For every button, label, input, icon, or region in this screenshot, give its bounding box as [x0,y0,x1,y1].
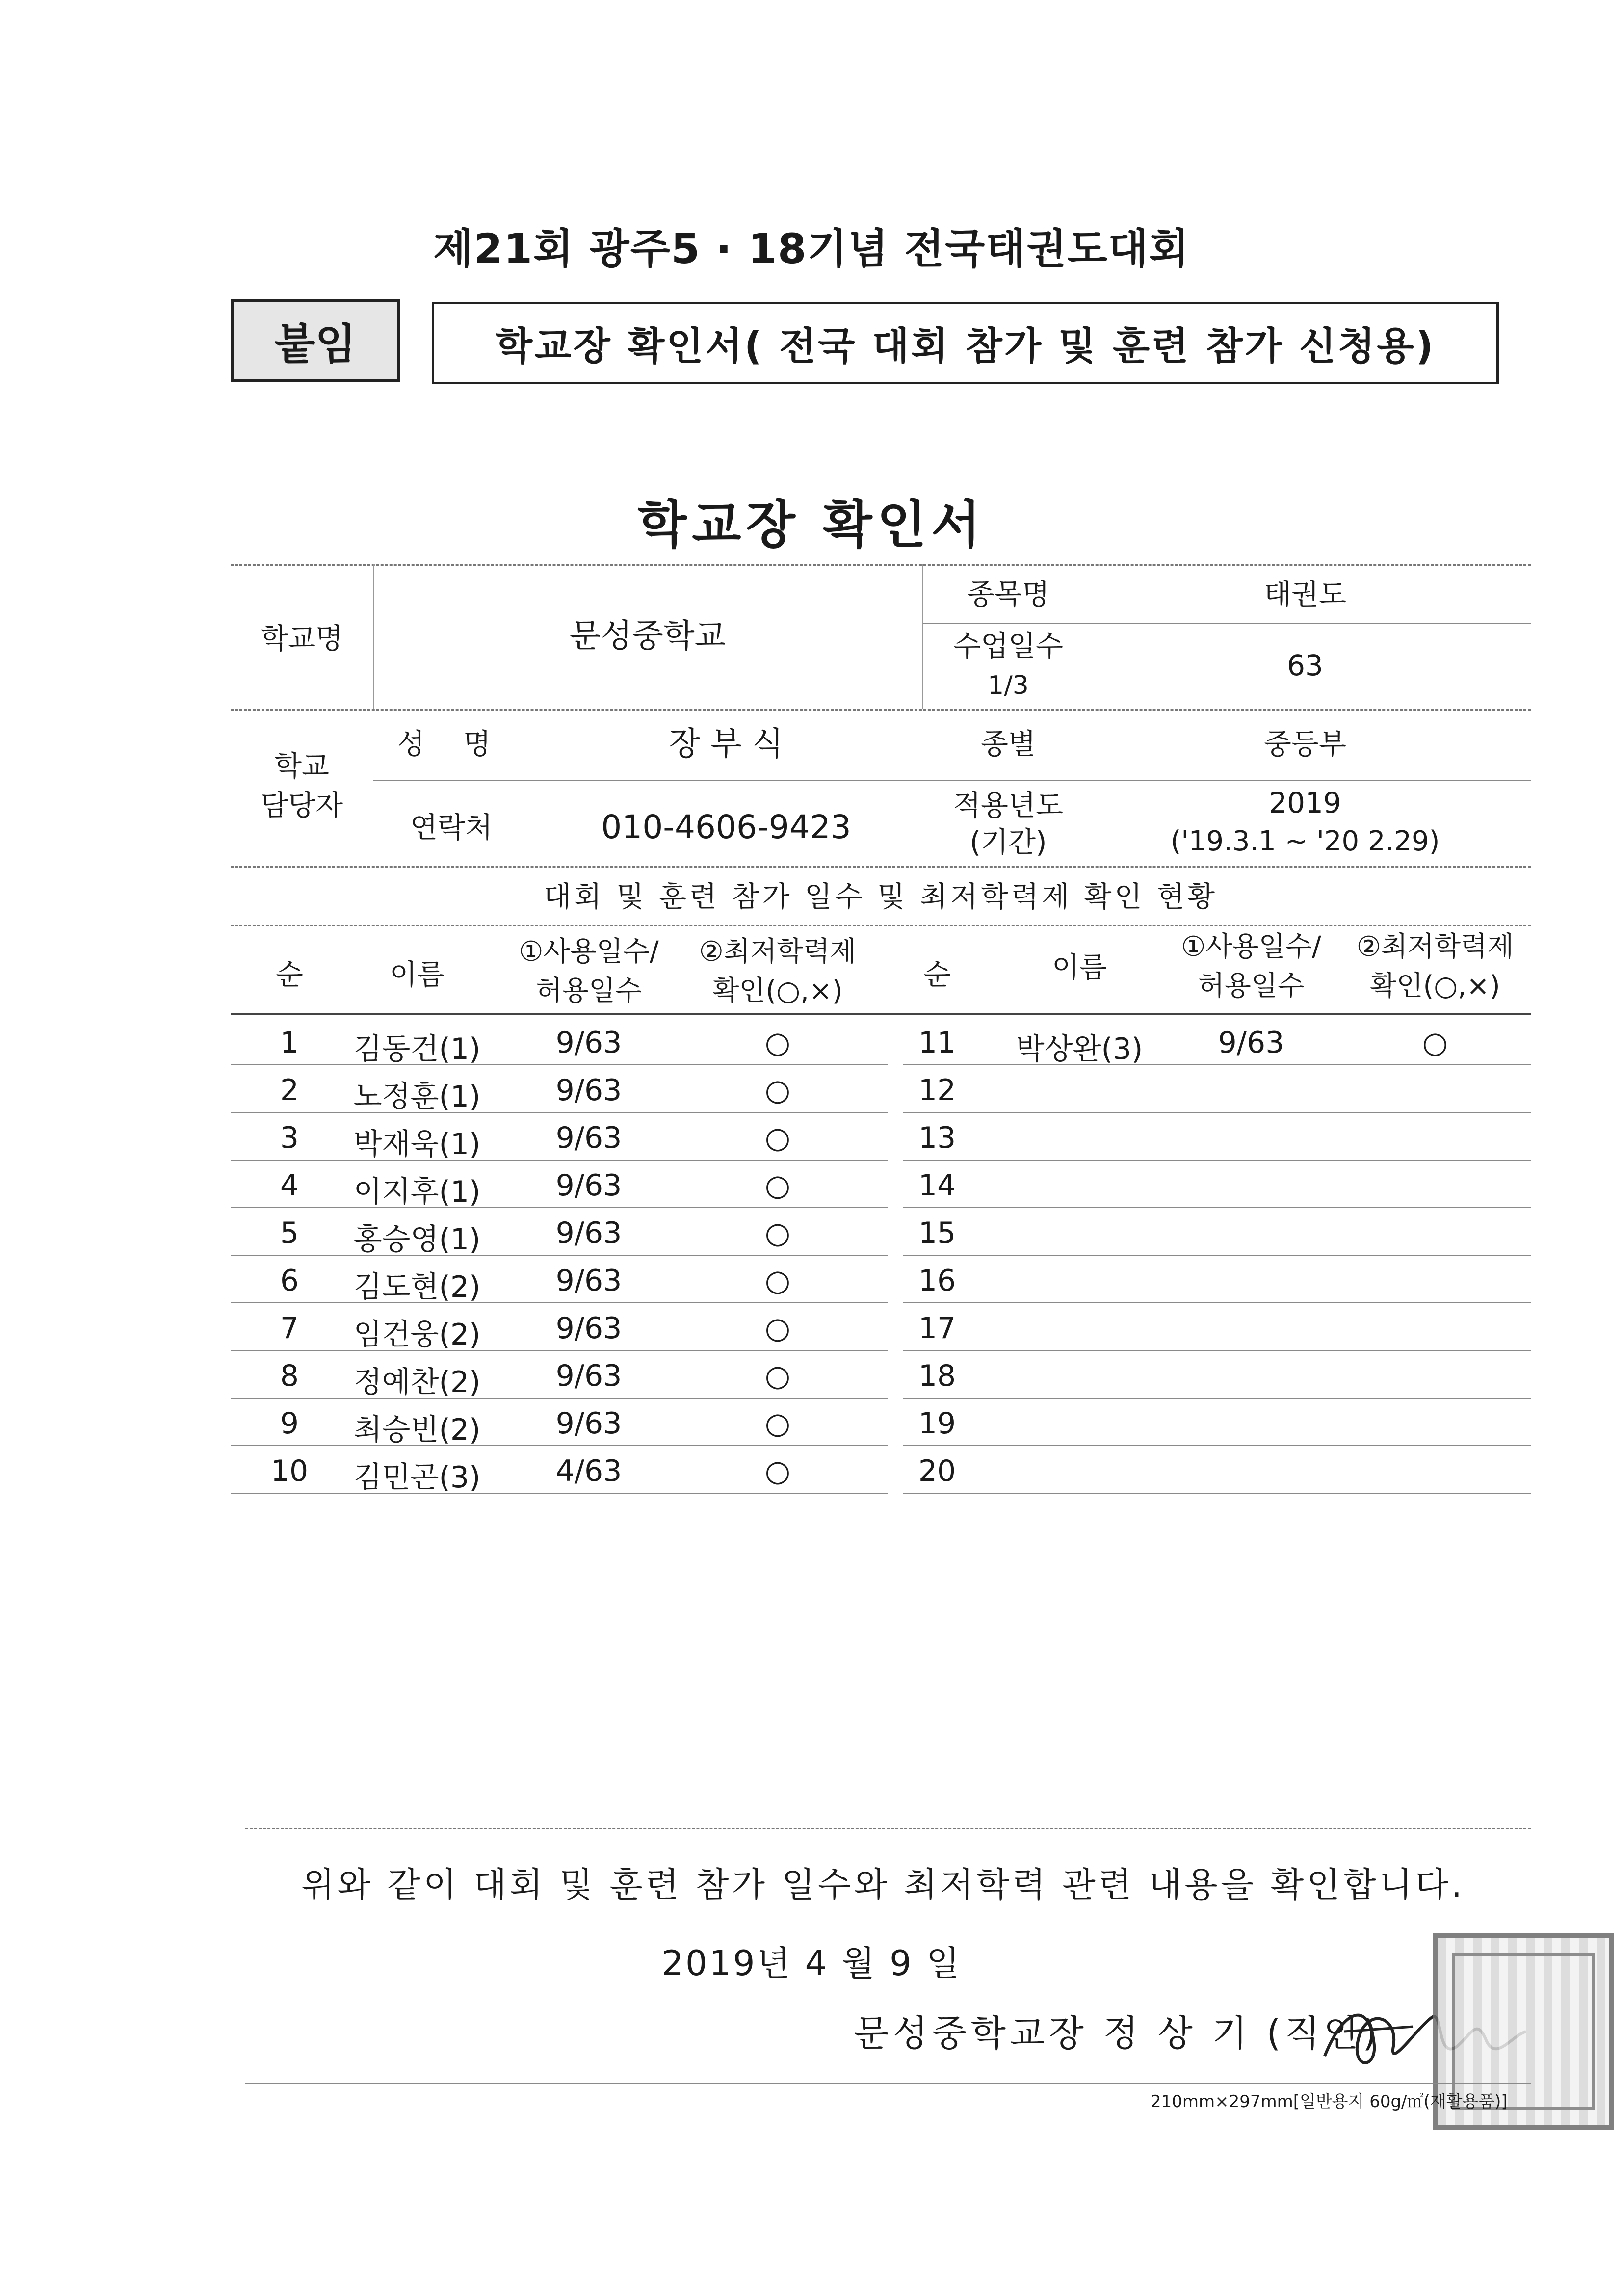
roster-no: 18 [918,1359,956,1393]
header-name: 이름 [1051,950,1107,984]
roster-no: 14 [918,1168,956,1203]
roster-days: 9/63 [1218,1026,1284,1060]
person-name-label: 성 명 [397,727,506,761]
info-top-line [231,564,1531,566]
roster-days: 9/63 [555,1216,622,1250]
roster-no: 4 [280,1168,299,1203]
table-header-line [231,1013,1531,1015]
roster-days: 9/63 [555,1168,622,1203]
roster-name: 홍승영(1) [353,1222,481,1257]
period-label: 적용년도 [953,789,1064,822]
division-label: 종별 [980,727,1036,761]
row-divider [231,1302,888,1303]
row-divider [231,1207,888,1208]
period-label-sub: (기간) [969,825,1047,859]
class-days-value: 63 [1287,649,1323,682]
header-no: 순 [275,958,304,991]
roster-check: ○ [764,1216,791,1250]
school-name-label: 학교명 [260,622,343,655]
header-days-sub: 허용일수 [1198,970,1305,1002]
roster-name: 김민곤(3) [353,1460,481,1495]
roster-no: 19 [918,1406,956,1441]
roster-days: 9/63 [555,1311,622,1346]
header-check: ②최저학력제 [699,936,857,968]
issue-date: 2019년 4 월 9 일 [661,1943,962,1983]
roster-name: 김동건(1) [353,1032,481,1066]
roster-no: 20 [918,1454,956,1488]
roster-name: 노정훈(1) [353,1080,481,1114]
roster-days: 4/63 [555,1454,622,1488]
roster-no: 10 [270,1454,309,1488]
row-divider [903,1160,1531,1161]
row-divider [231,1112,888,1113]
contact-label: 연락처 [410,811,493,844]
roster-no: 16 [918,1264,956,1298]
paper-spec: 210mm×297mm[일반용지 60g/㎡(재활용품)] [1151,2092,1508,2111]
row-divider [903,1350,1531,1351]
roster-no: 11 [918,1026,956,1060]
attachment-label: 붙임 [231,299,400,382]
roster-check: ○ [764,1454,791,1488]
header-check: ②최저학력제 [1356,931,1514,963]
row-divider [903,1255,1531,1256]
roster-days: 9/63 [555,1121,622,1155]
roster-check: ○ [764,1406,791,1441]
row-divider [903,1112,1531,1113]
subject-title: 학교장 확인서( 전국 대회 참가 및 훈련 참가 신청용) [432,302,1499,384]
row-divider [231,1160,888,1161]
row-divider [903,1398,1531,1399]
row-divider [903,1493,1531,1494]
table-top-line [231,925,1531,926]
document-title: 학교장 확인서 [637,495,986,554]
roster-name: 김도현(2) [353,1270,481,1304]
contact-number: 010-4606-9423 [601,808,851,846]
roster-no: 2 [280,1073,299,1108]
confirmation-text: 위와 같이 대회 및 훈련 참가 일수와 최저학력 관련 내용을 확인합니다. [301,1865,1466,1905]
header-days: ①사용일수/ [519,936,659,968]
row-divider [231,1398,888,1399]
row-divider [231,1064,888,1065]
roster-days: 9/63 [555,1406,622,1441]
roster-days: 9/63 [555,1264,622,1298]
class-days-label: 수업일수 [953,629,1064,662]
principal-signature-line: 문성중학교장 정 상 기 (직인) [854,2012,1381,2055]
division: 중등부 [1263,727,1347,761]
person-name: 장 부 식 [669,725,784,763]
event-title: 제21회 광주5 · 18기념 전국태권도대회 [433,225,1190,273]
roster-name: 정예찬(2) [353,1365,481,1399]
roster-name: 박재욱(1) [353,1127,481,1161]
info-middle-line [231,709,1531,711]
footer-bottom-line [245,2083,1531,2084]
row-divider [903,1207,1531,1208]
event-name-label: 종목명 [967,578,1050,611]
roster-name: 최승빈(2) [353,1413,481,1447]
info-line [922,623,1531,624]
period-year: 2019 [1269,786,1341,819]
roster-check: ○ [1422,1026,1448,1060]
roster-no: 12 [918,1073,956,1108]
header-check-sub: 확인(○,×) [712,975,843,1007]
row-divider [231,1255,888,1256]
header-name: 이름 [389,958,445,991]
roster-no: 7 [280,1311,299,1346]
roster-no: 17 [918,1311,956,1346]
table-caption: 대회 및 훈련 참가 일수 및 최저학력제 확인 현황 [543,880,1218,913]
row-divider [903,1445,1531,1446]
roster-check: ○ [764,1311,791,1346]
roster-no: 1 [280,1026,299,1060]
roster-check: ○ [764,1264,791,1298]
header-no: 순 [923,958,951,991]
header-days: ①사용일수/ [1181,931,1321,963]
period-range: ('19.3.1 ~ '20 2.29) [1170,825,1440,857]
roster-check: ○ [764,1359,791,1393]
roster-no: 13 [918,1121,956,1155]
roster-check: ○ [764,1026,791,1060]
roster-check: ○ [764,1121,791,1155]
roster-name: 박상완(3) [1016,1032,1143,1066]
roster-no: 3 [280,1121,299,1155]
roster-check: ○ [764,1073,791,1108]
roster-no: 6 [280,1264,299,1298]
school-name: 문성중학교 [569,617,726,655]
event-name: 태권도 [1263,578,1347,611]
roster-days: 9/63 [555,1359,622,1393]
roster-no: 15 [918,1216,956,1250]
roster-check: ○ [764,1168,791,1203]
row-divider [903,1302,1531,1303]
row-divider [231,1493,888,1494]
header-check-sub: 확인(○,×) [1370,970,1500,1002]
info-bottom-line [231,866,1531,868]
roster-no: 8 [280,1359,299,1393]
row-divider [231,1350,888,1351]
class-days-fraction: 1/3 [988,671,1029,700]
roster-no: 5 [280,1216,299,1250]
header-days-sub: 허용일수 [535,975,642,1007]
manager-label-2: 담당자 [260,789,343,822]
roster-name: 임건웅(2) [353,1318,481,1352]
roster-days: 9/63 [555,1026,622,1060]
row-divider [231,1445,888,1446]
roster-name: 이지후(1) [353,1175,481,1209]
manager-label-1: 학교 [274,749,330,783]
footer-top-line [245,1828,1531,1829]
roster-days: 9/63 [555,1073,622,1108]
info-line [373,780,1531,781]
roster-no: 9 [280,1406,299,1441]
